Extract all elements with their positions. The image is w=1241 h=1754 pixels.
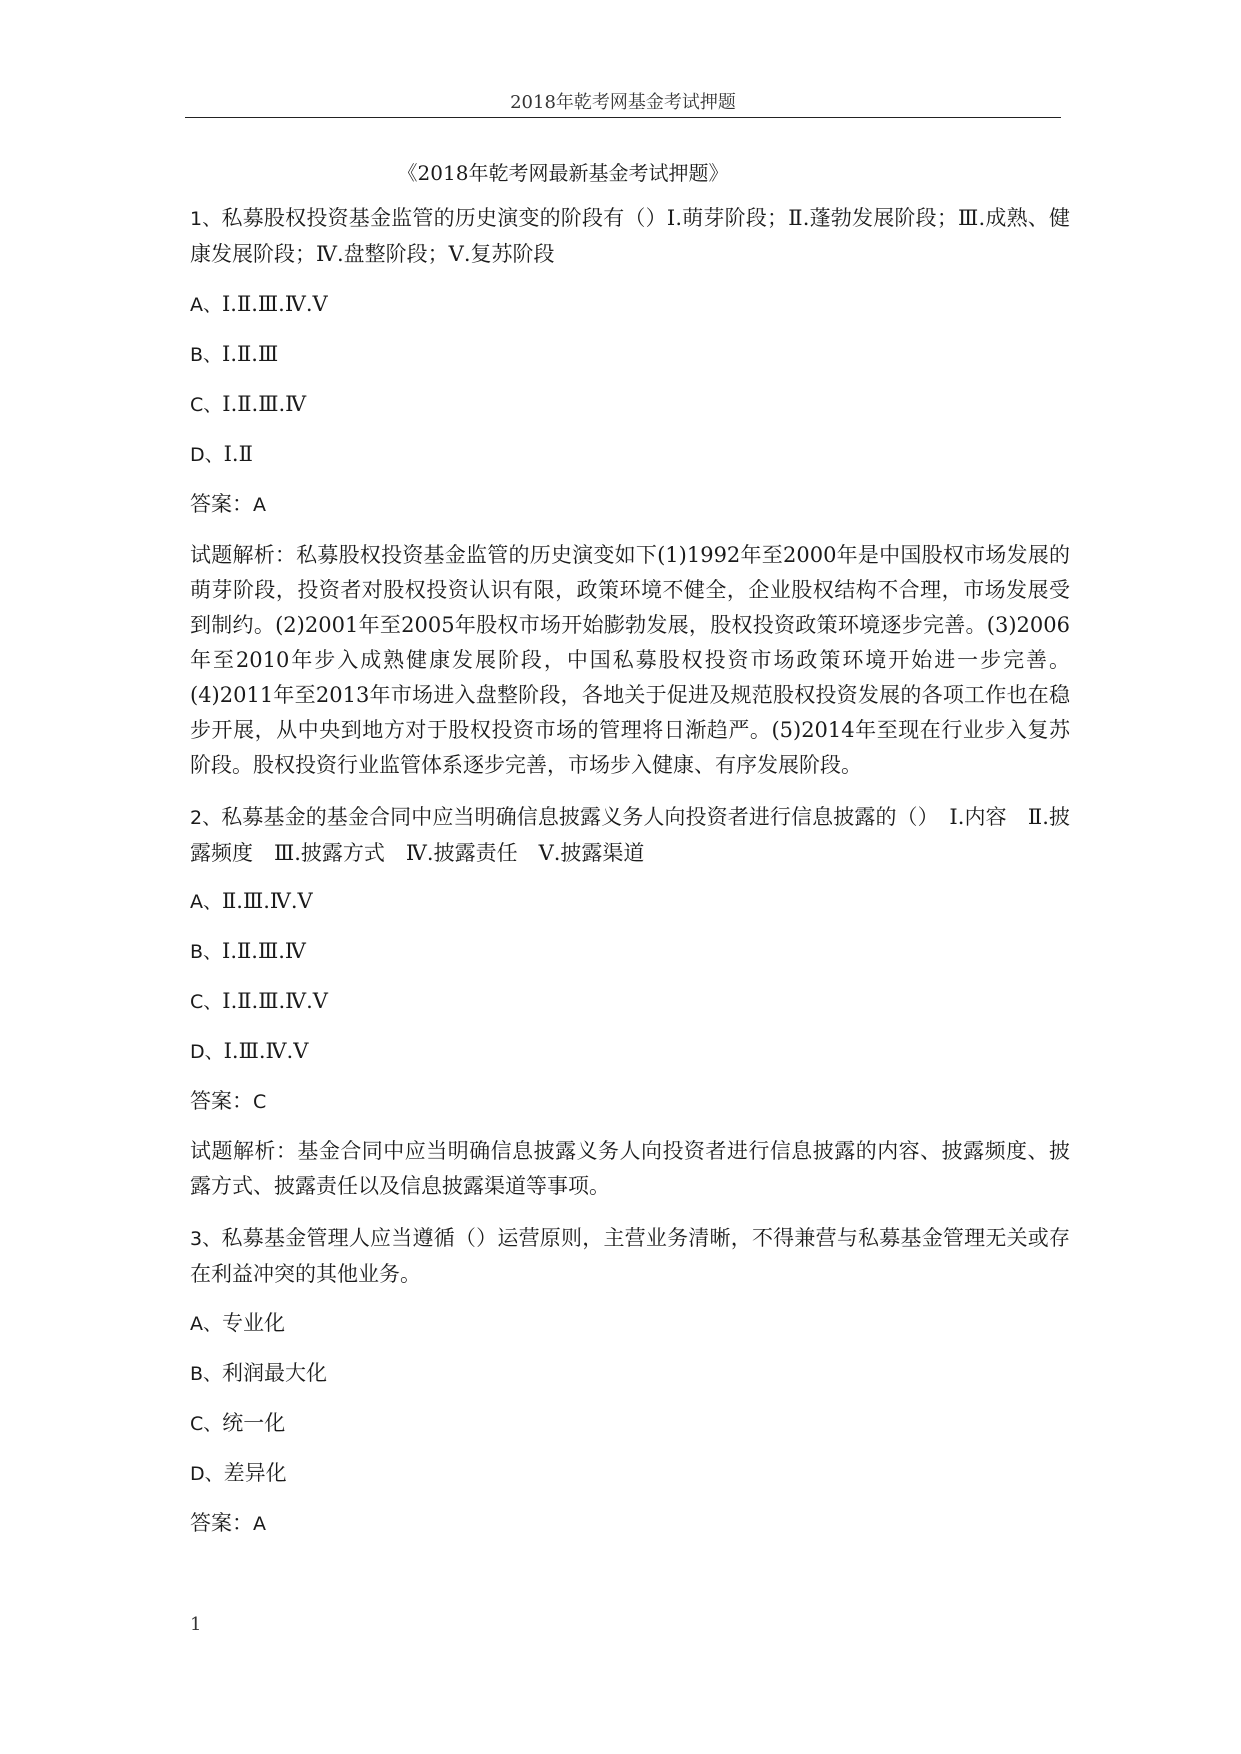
option-text: Ⅰ.Ⅱ.Ⅲ.Ⅳ.Ⅴ bbox=[222, 989, 328, 1013]
question-2-option-a bbox=[190, 886, 313, 917]
option-text: 专业化 bbox=[222, 1311, 285, 1335]
option-label: D、 bbox=[190, 1463, 224, 1485]
question-3-text: 私募基金管理人应当遵循（）运营原则，主营业务清晰，不得兼营与私募基金管理无关或存在利益冲突的其他业务。 bbox=[190, 1226, 1070, 1286]
question-2-text: 私募基金的基金合同中应当明确信息披露义务人向投资者进行信息披露的（） Ⅰ.内容 Ⅱ.披露频度 Ⅲ.披露方式 Ⅳ.披露责任 Ⅴ.披露渠道 bbox=[190, 805, 1070, 865]
option-label: A、 bbox=[190, 294, 222, 316]
question-2-option-b bbox=[190, 936, 306, 967]
question-3-option-c bbox=[190, 1408, 285, 1439]
question-1-answer bbox=[190, 489, 266, 520]
answer-label: 答案： bbox=[190, 492, 253, 516]
question-2-option-c bbox=[190, 986, 328, 1017]
question-3-option-d bbox=[190, 1458, 287, 1489]
question-1-option-b bbox=[190, 339, 278, 370]
question-3-stem bbox=[190, 1221, 1070, 1292]
question-1-number: 1、 bbox=[190, 208, 222, 230]
option-text: 统一化 bbox=[222, 1411, 286, 1435]
question-3-answer bbox=[190, 1508, 266, 1539]
question-2-number: 2、 bbox=[190, 807, 222, 829]
option-label: B、 bbox=[190, 1363, 223, 1385]
option-text: Ⅰ.Ⅲ.Ⅳ.Ⅴ bbox=[223, 1039, 309, 1063]
answer-value: A bbox=[253, 1513, 266, 1535]
option-text: Ⅰ.Ⅱ bbox=[223, 442, 253, 466]
header-divider bbox=[185, 117, 1061, 118]
question-1-option-d bbox=[190, 439, 253, 470]
option-text: 差异化 bbox=[223, 1461, 287, 1485]
answer-label: 答案： bbox=[190, 1511, 253, 1535]
option-text: 利润最大化 bbox=[222, 1361, 328, 1385]
option-text: Ⅰ.Ⅱ.Ⅲ.Ⅳ bbox=[222, 392, 307, 416]
question-3-number: 3、 bbox=[190, 1228, 222, 1250]
option-label: B、 bbox=[190, 344, 223, 366]
document-title: 《2018年乾考网最新基金考试押题》 bbox=[397, 161, 729, 185]
option-label: A、 bbox=[190, 891, 222, 913]
question-1-stem bbox=[190, 201, 1070, 272]
option-label: C、 bbox=[190, 394, 223, 416]
option-label: B、 bbox=[190, 941, 223, 963]
option-text: Ⅰ.Ⅱ.Ⅲ bbox=[222, 342, 279, 366]
option-label: D、 bbox=[190, 1041, 224, 1063]
option-text: Ⅰ.Ⅱ.Ⅲ.Ⅳ bbox=[222, 939, 306, 963]
option-text: Ⅱ.Ⅲ.Ⅳ.Ⅴ bbox=[222, 889, 313, 913]
option-text: Ⅰ.Ⅱ.Ⅲ.Ⅳ.Ⅴ bbox=[222, 292, 328, 316]
question-2-answer bbox=[190, 1086, 266, 1117]
question-3-option-a bbox=[190, 1308, 285, 1339]
page-number: 1 bbox=[190, 1614, 202, 1635]
option-label: A、 bbox=[190, 1313, 222, 1335]
page-header: 2018年乾考网基金考试押题 bbox=[510, 92, 736, 113]
question-2-explanation: 试题解析：基金合同中应当明确信息披露义务人向投资者进行信息披露的内容、披露频度、披露方式、披露责任以及信息披露渠道等事项。 bbox=[190, 1139, 1070, 1198]
answer-label: 答案： bbox=[190, 1089, 253, 1113]
option-label: C、 bbox=[190, 1413, 223, 1435]
answer-value: C bbox=[253, 1091, 267, 1113]
question-1-option-a bbox=[190, 289, 328, 320]
question-2-option-d bbox=[190, 1036, 308, 1067]
question-1-explanation: 试题解析：私募股权投资基金监管的历史演变如下(1)1992年至2000年是中国股权市场发展的萌芽阶段，投资者对股权投资认识有限，政策环境不健全，企业股权结构不合理，市场发展受到制约。(2)2001年至2005年股权市场开始膨勃发展，股权投资政策环境逐步完善。(3)2006年至2010年步入成熟健康发展阶段，中国私募股权投资市场政策环境开始进一步完善。(4)2011年至2013年市场进入盘整阶段，各地关于促进及规范股权投资发展的各项工作也在稳步开展，从中央到地方对于股权投资市场的管理将日渐趋严。(5)2014年至现在行业步入复苏阶段。股权投资行业监管体系逐步完善，市场步入健康、有序发展阶段。 bbox=[190, 543, 1070, 777]
answer-value: A bbox=[253, 494, 266, 516]
question-3-option-b bbox=[190, 1358, 327, 1389]
option-label: D、 bbox=[190, 444, 224, 466]
option-label: C、 bbox=[190, 991, 223, 1013]
question-2-stem bbox=[190, 800, 1070, 871]
question-1-option-c bbox=[190, 389, 306, 420]
question-1-text: 私募股权投资基金监管的历史演变的阶段有（）Ⅰ.萌芽阶段；Ⅱ.蓬勃发展阶段；Ⅲ.成熟、健康发展阶段；Ⅳ.盘整阶段；Ⅴ.复苏阶段 bbox=[190, 206, 1071, 266]
